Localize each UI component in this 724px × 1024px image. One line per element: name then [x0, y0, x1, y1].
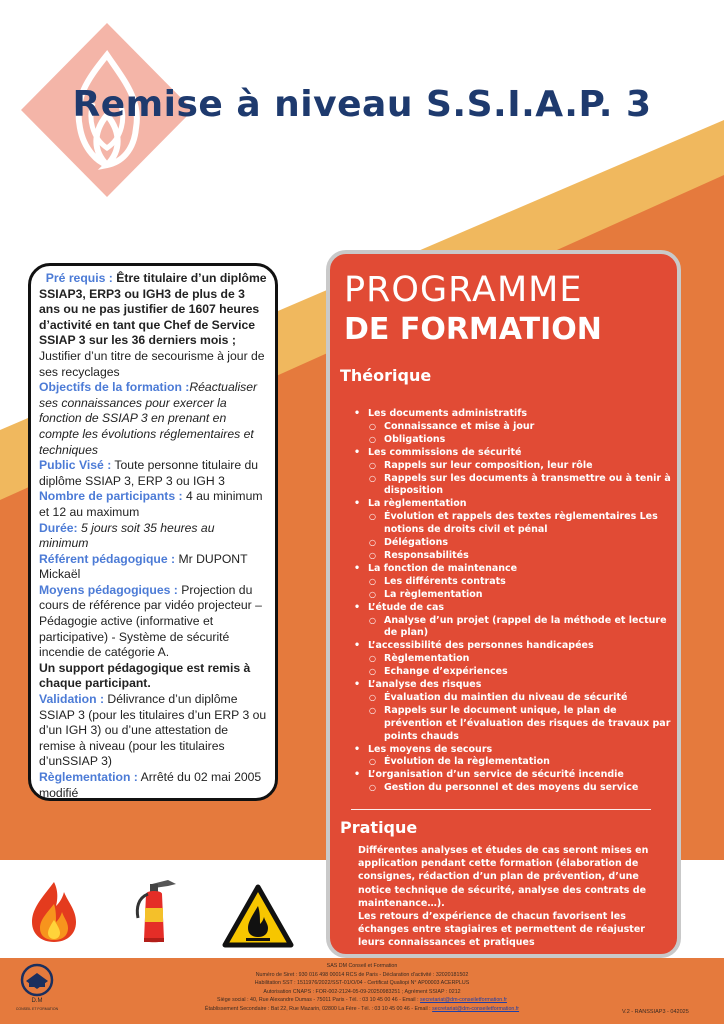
subtopic-item: ○ Les différents contrats [348, 576, 678, 589]
public-label: Public Visé : [39, 458, 112, 473]
page-title: Remise à niveau S.S.I.A.P. 3 [72, 84, 652, 125]
public-text: Toute personne titulaire du diplôme SSIAP 3, ERP 3 ou IGH 3 [39, 458, 259, 488]
programme-heading-line1: PROGRAMME [344, 270, 583, 310]
objectifs-text: Réactualiser ses connaissances pour exercer la fonction de SSIAP 3 en prenant en compte les évolutions réglementaires et techniques [39, 380, 258, 457]
footer-email-link[interactable]: secretariat@dm-conseiletformation.fr [432, 1005, 520, 1012]
programme-heading-line2: DE FORMATION [344, 312, 602, 347]
topic-item: • L’étude de cas [348, 602, 678, 615]
referent-text: Mr DUPONT Mickaël [39, 551, 248, 582]
topic-item: • Les commissions de sécurité [348, 447, 678, 460]
duree-label: Durée: [39, 520, 78, 535]
subtopic-item: ○ Délégations [348, 537, 678, 550]
reglementation-text: Arrêté du 02 mai 2005 modifié [39, 770, 262, 800]
subtopic-item: ○ Rappels sur les documents à transmettre ou à tenir à disposition [348, 473, 678, 499]
topic-item: • L’analyse des risques [348, 679, 678, 692]
moyens-block [39, 583, 267, 661]
referent-block [39, 552, 267, 583]
footer-line6-text: Établissement Secondaire : Bat 22, Rue Mazarin, 02800 La Fère - Tél. : 03 10 45 00 46 - Email : [204, 1005, 431, 1012]
referent-label: Référent pédagogique : [39, 551, 176, 566]
footer-line5-text: Siège social : 40, Rue Alexandre Dumas - 75011 Paris - Tél. : 03 10 45 00 46 - Email : [217, 997, 419, 1004]
participants-text: 4 au minimum et 12 au maximum [39, 489, 263, 519]
topic-item: • L’accessibilité des personnes handicapées [348, 640, 678, 653]
fire-extinguisher-icon [130, 878, 180, 946]
reglementation-block [39, 770, 267, 801]
participants-label: Nombre de participants : [39, 489, 183, 504]
footer-line: Numéro de Siret : 930 016 498 00014 RCS de Paris - Déclaration d’activité : 32020181502 [255, 971, 469, 978]
programme-panel [326, 250, 681, 958]
document-version: V.2 - RANSSIAP3 - 042025 [622, 1009, 689, 1015]
objectifs-block [39, 380, 267, 458]
moyens-label: Moyens pédagogiques : [39, 582, 178, 597]
subtopic-item: ○ Echange d’expériences [348, 666, 678, 679]
subtopic-item: ○ Règlementation [348, 653, 678, 666]
footer-line: SAS DM Conseil et Formation [326, 963, 398, 969]
topic-list [348, 408, 678, 795]
subtopic-item: ○ Évolution et rappels des textes règlementaires Les notions de droits civil et pénal [348, 511, 678, 537]
fire-icon [28, 880, 80, 944]
footer-line [150, 1005, 574, 1014]
subtopic-item: ○ Obligations [348, 434, 678, 447]
company-logo-icon [20, 963, 54, 997]
topic-item: • La fonction de maintenance [348, 563, 678, 576]
footer-email-link[interactable]: secretariat@dm-conseiletformation.fr [420, 997, 507, 1004]
section-divider [351, 809, 651, 810]
participants-block [39, 489, 267, 520]
moyens-text: Projection du cours de référence par vidéo projecteur – Pédagogie active (informative et participative) - Système de sécurité incendie de catégorie A. [39, 582, 262, 660]
pratique-heading: Pratique [340, 818, 418, 837]
footer-legal-text [150, 962, 574, 1014]
topic-item: • Les moyens de secours [348, 744, 678, 757]
pratique-text-2: Les retours d’expérience de chacun favorisent les échanges entre stagiaires et permettent de réajuster leurs connaissances et pratiques [358, 911, 645, 949]
subtopic-item: ○ Connaissance et mise à jour [348, 421, 678, 434]
subtopic-item: ○ Évolution de la règlementation [348, 756, 678, 769]
footer-line: Autorisation CNAPS : FOR-002-2124-05-09-20250983251 ; Agrément SSIAP : 0212 [263, 988, 461, 995]
logo-text: D.M [31, 998, 43, 1004]
objectifs-label: Objectifs de la formation : [39, 380, 190, 395]
prerequis-block [39, 271, 267, 380]
topic-item: • Les documents administratifs [348, 408, 678, 421]
flammable-warning-icon [222, 884, 294, 948]
subtopic-item: ○ Gestion du personnel et des moyens du service [348, 782, 678, 795]
company-logo [12, 963, 62, 1017]
topic-item: • La règlementation [348, 498, 678, 511]
course-info-box [28, 263, 278, 801]
subtopic-item: ○ Responsabilités [348, 550, 678, 563]
pratique-text-1: Différentes analyses et études de cas seront mises en application pendant cette formation (élaboration de consignes, rédaction d’un plan de prévention, d’une notice technique de sécurité, analyse des contrats de maintenance…). [358, 845, 649, 909]
footer [0, 958, 724, 1024]
duree-text: 5 jours soit 35 heures au minimum [39, 520, 215, 551]
subtopic-item: ○ Rappels sur le document unique, le plan de prévention et l’évaluation des risques de travaux par points chauds [348, 705, 678, 744]
validation-label: Validation : [39, 692, 105, 707]
duree-block [39, 521, 267, 552]
validation-block [39, 692, 267, 770]
public-block [39, 458, 267, 489]
subtopic-item: ○ Rappels sur leur composition, leur rôle [348, 460, 678, 473]
subtopic-item: ○ La règlementation [348, 589, 678, 602]
topics-ul [348, 408, 678, 795]
prerequis-label: Pré requis : [45, 271, 113, 285]
logo-subtext: CONSEIL ET FORMATION [15, 1007, 59, 1011]
theorique-heading: Théorique [340, 366, 432, 385]
footer-line: Habilitation SST : 1511976/2022/SST-01/O/04 - Certificat Qualiopi N° AP00003 ACERPLUS [254, 980, 470, 987]
subtopic-item: ○ Évaluation du maintien du niveau de sécurité [348, 692, 678, 705]
prerequis-bold: Être titulaire d’un diplôme SSIAP3, ERP3 ou IGH3 de plus de 3 ans ou ne pas justifier de 1607 heures d’activité en tant que Chef de Service SSIAP 3 sur les 36 derniers mois ; [39, 271, 267, 348]
validation-text: Délivrance d’un diplôme SSIAP 3 (pour les titulaires d’un ERP 3 ou d’un IGH 3) ou d’une attestation de remise à niveau (pour les titulaires d’unSSIAP 3) [39, 692, 267, 769]
topic-item: • L’organisation d’un service de sécurité incendie [348, 769, 678, 782]
footer-line [150, 996, 574, 1005]
subtopic-item: ○ Analyse d’un projet (rappel de la méthode et lecture de plan) [348, 615, 678, 641]
reglementation-label: Règlementation : [39, 770, 138, 784]
support-text: Un support pédagogique est remis à chaque participant. [39, 660, 251, 691]
prerequis-text: Justifier d’un titre de secourisme à jour de ses recyclages [39, 348, 265, 379]
